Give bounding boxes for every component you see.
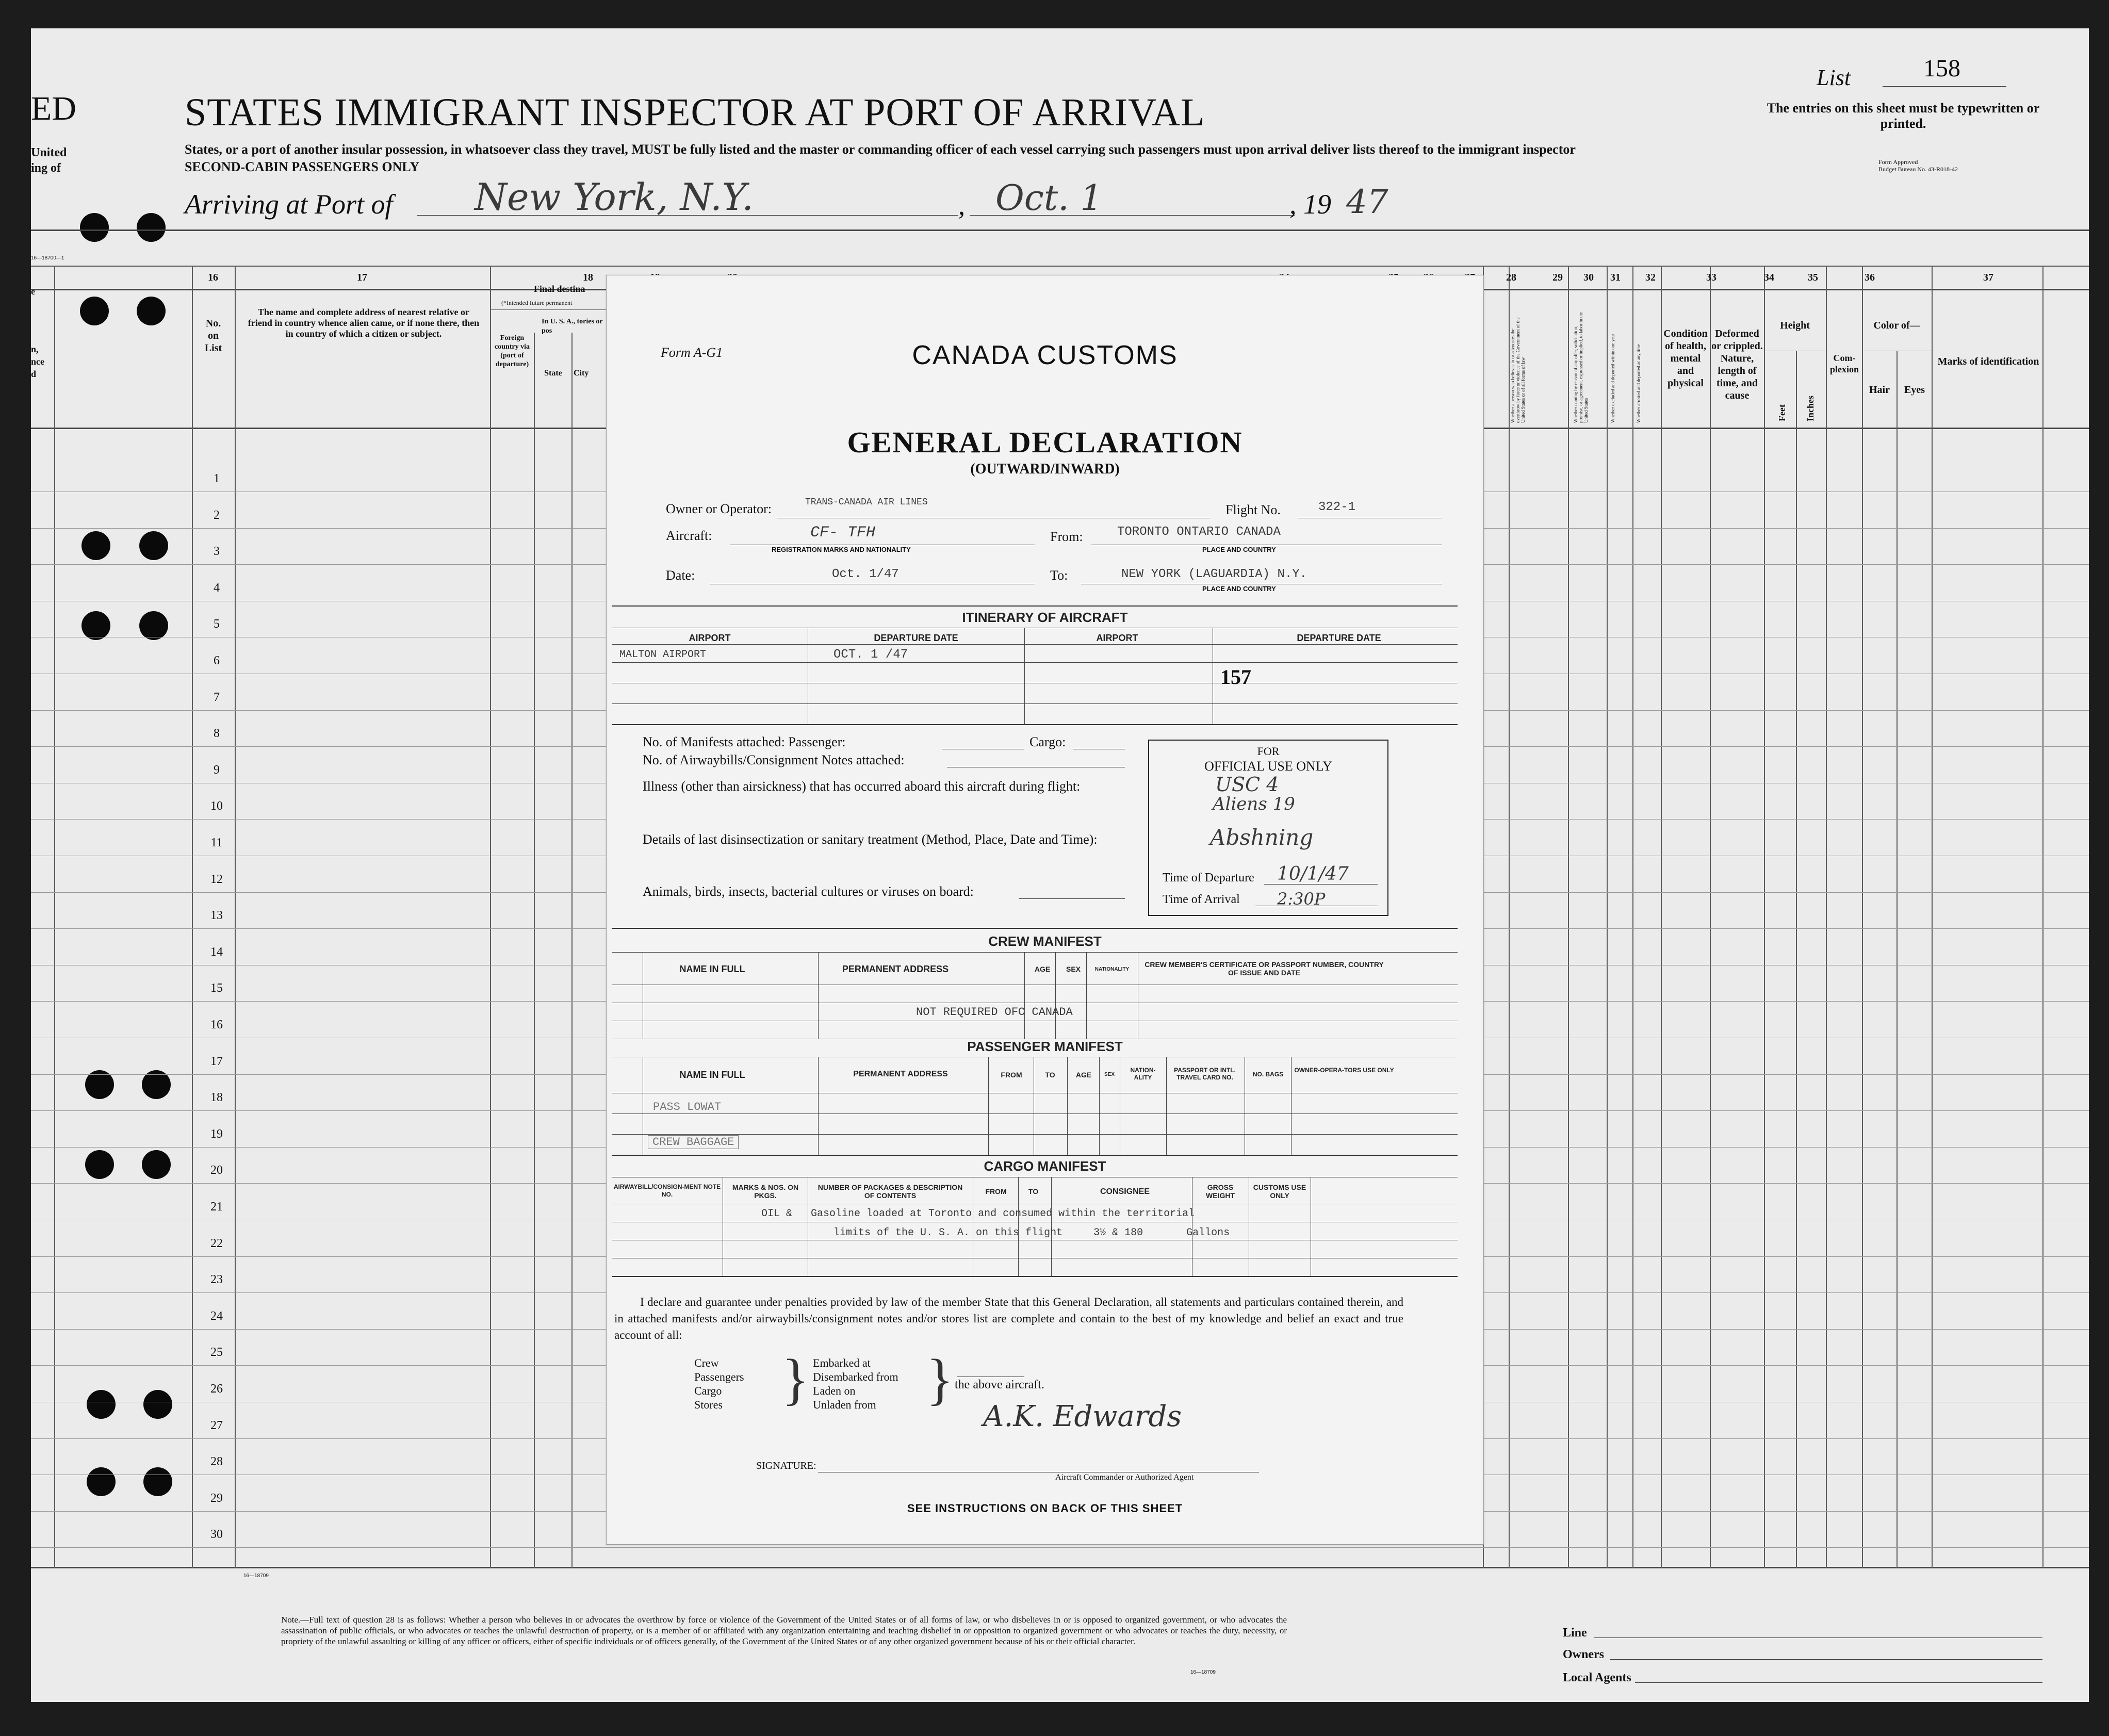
official-for: FOR	[1257, 745, 1280, 758]
passenger-col	[1166, 1057, 1167, 1155]
footer-print-code: 16—18709	[1190, 1669, 1216, 1675]
column-number: 34	[1764, 272, 1774, 283]
row-number: 8	[214, 727, 220, 741]
signature-handwriting: A.K. Edwards	[983, 1400, 1182, 1433]
itin-airport-value: MALTON AIRPORT	[619, 649, 707, 661]
cargo-col	[1051, 1177, 1052, 1276]
passenger-col	[1099, 1057, 1100, 1155]
itin-date-value: OCT. 1 /47	[833, 648, 908, 662]
itin-header-airport-2: AIRPORT	[1096, 633, 1138, 643]
grid-col-divider	[235, 266, 236, 1568]
punch-hole	[81, 531, 110, 560]
col-31: Whether arrested and deported at any time	[1636, 344, 1641, 423]
time-departure-label: Time of Departure	[1163, 871, 1254, 885]
row-number: 25	[210, 1346, 223, 1360]
grid-col-divider	[490, 266, 491, 1568]
cargo-header-to: TO	[1028, 1187, 1039, 1195]
cargo-header-packages: NUMBER OF PACKAGES & DESCRIPTION OF CONTENTS	[818, 1183, 963, 1200]
row-number: 26	[210, 1382, 223, 1396]
passenger-title: PASSENGER MANIFEST	[967, 1039, 1123, 1054]
owner-label: Owner or Operator:	[666, 501, 772, 516]
disinsect-line: Details of last disinsectization or sanitary treatment (Method, Place, Date and Time):	[643, 832, 1098, 847]
footer-owners-field	[1610, 1659, 2042, 1660]
illness-line: Illness (other than airsickness) that has occurred aboard this aircraft during flight:	[643, 779, 1081, 794]
left-col-fragment: n,	[31, 344, 39, 354]
time-arrival-value: 2:30P	[1277, 889, 1326, 909]
row-number: 6	[214, 654, 220, 667]
itin-header-departure-date-2: DEPARTURE DATE	[1297, 633, 1381, 643]
punch-hole	[139, 531, 168, 560]
itinerary-rule	[612, 644, 1458, 645]
arriving-port-value: New York, N.Y.	[475, 175, 754, 219]
crew-header-nationality: NATIONALITY	[1094, 967, 1130, 972]
passenger-row	[612, 1113, 1458, 1114]
itin-header-airport: AIRPORT	[689, 633, 731, 643]
pass-header-age: AGE	[1075, 1071, 1092, 1079]
left-fragment-text: ing of	[31, 161, 61, 175]
declaration-crew-item: Cargo	[694, 1384, 722, 1397]
declaration-crew-item: Crew	[694, 1356, 719, 1369]
punch-hole	[80, 213, 109, 242]
crew-col	[1055, 952, 1056, 1039]
instructions-note: SEE INSTRUCTIONS ON BACK OF THIS SHEET	[907, 1502, 1183, 1515]
punch-hole	[143, 1390, 172, 1419]
date-label: Date:	[666, 568, 695, 583]
column-number: 35	[1808, 272, 1818, 283]
cargo-count-label: Cargo:	[1029, 734, 1066, 749]
cargo-header-weight: GROSS WEIGHT	[1206, 1183, 1235, 1200]
arriving-comma: ,	[958, 191, 965, 221]
row-number: 29	[210, 1491, 223, 1505]
col-relative: The name and complete address of nearest relative or friend in country whence alien came, or if none there, then in country of which a citizen or subject.	[248, 307, 480, 339]
grid-col-divider	[192, 266, 193, 1568]
grid-col-divider	[1632, 266, 1633, 1568]
pass-header-address: PERMANENT ADDRESS	[853, 1070, 948, 1078]
row-number: 10	[210, 799, 223, 813]
column-number: 36	[1865, 272, 1875, 283]
declaration-embark-list	[813, 1356, 898, 1412]
cargo-title: CARGO MANIFEST	[984, 1158, 1106, 1174]
row-number: 11	[210, 836, 223, 849]
pass-header-sex: SEX	[1104, 1072, 1115, 1077]
list-label: List	[1817, 65, 1851, 90]
brace-left: }	[782, 1348, 809, 1411]
grid-col-divider	[1796, 351, 1797, 1568]
official-hand-3: Abshning	[1210, 825, 1314, 850]
declaration-embark-item: Disembarked from	[813, 1370, 898, 1383]
cargo-col	[1018, 1177, 1019, 1276]
col-state: State	[544, 369, 562, 378]
grid-bottom-rule	[31, 1567, 2089, 1568]
to-label: To:	[1050, 568, 1068, 583]
col-color-of: Color of—	[1873, 320, 1920, 331]
arriving-year-value: 47	[1346, 183, 1388, 221]
from-caption: PLACE AND COUNTRY	[1202, 546, 1276, 553]
animals-field	[1019, 898, 1125, 899]
footer-agents-label: Local Agents	[1563, 1671, 1631, 1684]
row-rule	[31, 1547, 2089, 1548]
official-hand-2: Aliens 19	[1213, 794, 1295, 814]
left-col-fragment: e	[31, 286, 35, 297]
passenger-row	[612, 1134, 1458, 1135]
declaration-crew-item: Stores	[694, 1398, 723, 1411]
page-title: STATES IMMIGRANT INSPECTOR AT PORT OF ARRIVAL	[185, 91, 1205, 134]
left-col-fragment: nce	[31, 356, 44, 367]
pass-header-from: FROM	[1001, 1071, 1022, 1079]
row-number: 2	[214, 508, 220, 522]
grid-col-divider	[1826, 266, 1827, 1568]
crew-header-age: AGE	[1034, 965, 1051, 973]
grid-col-divider	[2042, 266, 2043, 1568]
col-final-destination: Final destina	[534, 284, 585, 294]
column-number: 17	[357, 272, 367, 283]
col-28: Whether a person who believes in or advocates the overthrow by force or violence of the Government of the United States or of all forms of law	[1510, 317, 1526, 423]
cargo-header-customs: CUSTOMS USE ONLY	[1253, 1183, 1306, 1200]
pass-header-owner: OWNER-OPERA-TORS USE ONLY	[1294, 1067, 1394, 1074]
to-caption: PLACE AND COUNTRY	[1202, 585, 1276, 593]
crew-col	[1086, 952, 1087, 1039]
grid-col-divider	[1568, 266, 1569, 1568]
pass-header-name: NAME IN FULL	[679, 1070, 745, 1080]
declaration-embark-item: Unladen from	[813, 1398, 876, 1411]
cargo-row-2: limits of the U. S. A. on this flight 3½ & 180 Gallons	[833, 1227, 1230, 1239]
itinerary-row	[612, 724, 1458, 725]
aircraft-value: CF- TFH	[810, 524, 876, 542]
official-hand-1: USC 4	[1215, 773, 1279, 796]
official-title: OFFICIAL USE ONLY	[1204, 759, 1332, 774]
col-30: Whether excluded and deported within one year	[1610, 334, 1615, 423]
from-value: TORONTO ONTARIO CANADA	[1117, 525, 1281, 539]
row-number: 23	[210, 1273, 223, 1287]
column-number: 37	[1983, 272, 1993, 283]
punch-hole	[81, 611, 110, 640]
pass-row-1: PASS LOWAT	[653, 1101, 722, 1113]
col-complexion: Com-plexion	[1829, 353, 1859, 374]
grid-col-divider	[1509, 266, 1510, 1568]
col-city: City	[574, 369, 589, 378]
form-id: Form A-G1	[661, 345, 723, 360]
itinerary-title: ITINERARY OF AIRCRAFT	[962, 610, 1128, 625]
arriving-date-value: Oct. 1	[995, 178, 1103, 219]
row-number: 27	[210, 1418, 223, 1432]
passenger-col	[818, 1057, 819, 1155]
column-number: 28	[1506, 272, 1516, 283]
col-height: Height	[1780, 320, 1810, 331]
footer-line-label: Line	[1563, 1626, 1587, 1640]
row-number: 5	[214, 617, 220, 631]
declaration-title: GENERAL DECLARATION	[847, 425, 1243, 459]
manifest-sheet	[31, 28, 2089, 1702]
grid-col-divider	[1764, 266, 1765, 1568]
airwaybills-line: No. of Airwaybills/Consignment Notes attached:	[643, 752, 905, 767]
header-subrule	[490, 309, 606, 310]
row-number: 19	[210, 1127, 223, 1141]
col-marks: Marks of identification	[1937, 356, 2039, 367]
footer-line-field	[1594, 1637, 2042, 1638]
row-number: 17	[210, 1054, 223, 1068]
declaration-crew-item: Passengers	[694, 1370, 744, 1383]
time-arrival-label: Time of Arrival	[1163, 893, 1240, 906]
row-number: 18	[210, 1091, 223, 1105]
itinerary-row	[612, 703, 1458, 704]
col-inches: Inches	[1805, 395, 1816, 421]
column-number: 18	[583, 272, 593, 283]
row-number: 3	[214, 545, 220, 559]
row-number: 13	[210, 909, 223, 923]
pass-row-2: CREW BAGGAGE	[648, 1135, 739, 1149]
row-number: 21	[210, 1200, 223, 1214]
punch-hole	[143, 1467, 172, 1496]
column-number: 29	[1552, 272, 1563, 283]
pass-header-bags: NO. BAGS	[1252, 1071, 1284, 1078]
row-number: 7	[214, 690, 220, 704]
declaration-subtitle: (OUTWARD/INWARD)	[970, 461, 1120, 477]
manifests-line: No. of Manifests attached: Passenger:	[643, 734, 846, 749]
pass-header-nationality: NATION-ALITY	[1130, 1067, 1156, 1081]
grid-col-divider	[1607, 266, 1608, 1568]
pass-header-to: TO	[1045, 1071, 1055, 1079]
column-number: 16	[208, 272, 218, 283]
left-small-code: 16—18700—1	[31, 255, 64, 261]
punch-hole	[87, 1467, 116, 1496]
row-number: 22	[210, 1236, 223, 1250]
column-number: 30	[1583, 272, 1594, 283]
left-fragment-heading: ED	[31, 90, 76, 127]
col-foreign-country: Foreign country via (port of departure)	[494, 334, 530, 368]
grid-col-divider	[54, 266, 55, 1568]
punch-hole	[80, 297, 109, 325]
row-number: 15	[210, 981, 223, 995]
punch-hole	[142, 1150, 171, 1179]
itinerary-top-rule	[612, 605, 1458, 607]
grid-col-divider	[1932, 266, 1933, 1568]
from-label: From:	[1050, 529, 1083, 544]
itin-header-departure-date: DEPARTURE DATE	[874, 633, 958, 643]
crew-rule	[612, 952, 1458, 953]
row-number: 1	[214, 472, 220, 485]
header-subtitle: States, or a port of another insular possession, in whatsoever class they travel, MUST be fully listed and the master or commanding officer of each vessel carrying such passengers must upon arrival deliver lists thereof to the immigrant inspector	[185, 142, 1576, 157]
col-condition: Condition of health, mental and physical	[1663, 328, 1708, 389]
declaration-crew-list	[694, 1356, 744, 1412]
row-number: 28	[210, 1455, 223, 1469]
signature-caption: Aircraft Commander or Authorized Agent	[1055, 1473, 1194, 1482]
crew-col	[818, 952, 819, 1039]
cargo-row-1: OIL & Gasoline loaded at Toronto and consumed within the territorial	[761, 1208, 1195, 1220]
list-underline	[1883, 86, 2006, 87]
col-in-usa: In U. S. A., tories or pos	[542, 318, 603, 335]
column-number: 33	[1706, 272, 1716, 283]
passenger-col	[1067, 1057, 1068, 1155]
list-number: 158	[1923, 55, 1960, 82]
to-value: NEW YORK (LAGUARDIA) N.Y.	[1121, 567, 1307, 581]
brace-right: }	[926, 1348, 954, 1411]
animals-line: Animals, birds, insects, bacterial cultures or viruses on board:	[643, 884, 974, 899]
row-number: 12	[210, 872, 223, 886]
arriving-year-prefix: , 19	[1289, 189, 1331, 220]
row-number: 30	[210, 1528, 223, 1542]
footer-agents-field	[1635, 1682, 2042, 1683]
general-declaration-form	[606, 275, 1484, 1545]
punch-hole	[139, 611, 168, 640]
row-number: 14	[210, 945, 223, 959]
cargo-header-marks: MARKS & NOS. ON PKGS.	[732, 1183, 799, 1200]
column-number: 32	[1645, 272, 1656, 283]
left-col-fragment: d	[31, 369, 37, 379]
pass-header-passport: PASSPORT OR INTL. TRAVEL CARD NO.	[1174, 1067, 1236, 1081]
flight-value: 322-1	[1318, 500, 1356, 514]
crew-title: CREW MANIFEST	[988, 933, 1102, 949]
header-rule	[31, 230, 2089, 231]
agency-title: CANADA CUSTOMS	[912, 340, 1178, 370]
crew-header-address: PERMANENT ADDRESS	[842, 964, 949, 974]
declaration-text: I declare and guarantee under penalties provided by law of the member State that this General Declaration, all statements and particulars contained therein, and in attached manifests and/or airwaybills/consignment notes and/or stores list are complete and contain to the best of my knowledge and belief an exact and true account of all:	[614, 1296, 1403, 1341]
itinerary-col	[1024, 628, 1025, 724]
stamp-number: 157	[1220, 665, 1251, 689]
above-aircraft: the above aircraft.	[955, 1378, 1044, 1391]
crew-note: NOT REQUIRED OFC CANADA	[916, 1006, 1073, 1019]
declaration-embark-item: Laden on	[813, 1384, 856, 1397]
col-hair: Hair	[1869, 384, 1890, 396]
row-number: 4	[214, 581, 220, 595]
col-feet: Feet	[1777, 404, 1787, 421]
col-29: Whether coming by reason of any offer, solicitation, promise, or agreement, expressed or implied, to labor in the United States	[1573, 312, 1589, 423]
grid-col-divider	[1661, 266, 1662, 1568]
aircraft-label: Aircraft:	[666, 528, 712, 543]
grid-col-divider	[1862, 266, 1863, 1568]
punch-hole	[87, 1390, 116, 1419]
header-subtitle-2: SECOND-CABIN PASSENGERS ONLY	[185, 159, 420, 174]
owner-value: TRANS-CANADA AIR LINES	[805, 497, 928, 507]
footer-owners-label: Owners	[1563, 1648, 1604, 1661]
passenger-row	[612, 1155, 1458, 1156]
declaration-embark-item: Embarked at	[813, 1356, 871, 1369]
footer-note: Note.—Full text of question 28 is as follows: Whether a person who believes in or advocates the overthrow by force or violence of the Government of the United States or of all forms of law, or who disbelieves in or is opposed to organized government, or who advocates the assassination of public officials, or who advocates or teaches the unlawful destruction of property, or is a member of or affiliated with any organization entertaining and teaching disbelief in or opposition to organized government or who advocates or teaches the duty, necessity, or propriety of the unlawful assaulting or killing of any officer or officers, either of specific individuals or of officers generally, of the Government of the United States or of any other organized government because of his or their official character.	[281, 1615, 1287, 1646]
cargo-row	[612, 1276, 1458, 1277]
punch-hole	[85, 1150, 114, 1179]
column-number-rule	[31, 266, 2089, 267]
row-number: 9	[214, 763, 220, 777]
signature-label: SIGNATURE:	[756, 1460, 816, 1471]
grid-col-divider	[534, 333, 535, 1568]
row-number: 16	[210, 1018, 223, 1031]
date-value: Oct. 1/47	[832, 567, 899, 581]
cargo-header-from: FROM	[985, 1187, 1007, 1195]
grid-bottom-code: 16—18709	[243, 1573, 269, 1579]
grid-col-divider	[1710, 266, 1711, 1568]
row-number: 24	[210, 1309, 223, 1323]
punch-hole	[137, 297, 166, 325]
col-eyes: Eyes	[1904, 384, 1925, 396]
col-final-destination-sub: (*Intended future permanent	[501, 299, 573, 306]
column-number: 31	[1610, 272, 1621, 283]
form-approved: Form Approved Budget Bureau No. 43-R018-42	[1878, 158, 1958, 173]
cargo-header-consignee: CONSIGNEE	[1100, 1187, 1150, 1196]
time-departure-value: 10/1/47	[1277, 863, 1349, 885]
itinerary-row	[612, 662, 1458, 663]
crew-header-sex: SEX	[1066, 965, 1081, 973]
grid-col-divider	[571, 333, 573, 1568]
cargo-header-airwaybill: AIRWAYBILL/CONSIGN-MENT NOTE NO.	[613, 1183, 721, 1198]
passenger-col	[988, 1057, 989, 1155]
crew-top-rule	[612, 928, 1458, 929]
punch-hole	[137, 213, 166, 242]
flight-label: Flight No.	[1225, 502, 1281, 517]
grid-col-divider	[1897, 351, 1898, 1568]
crew-col	[1024, 952, 1025, 1039]
crew-header-name: NAME IN FULL	[679, 964, 745, 974]
crew-header-certificate: CREW MEMBER'S CERTIFICATE OR PASSPORT NUMBER, COUNTRY OF ISSUE AND DATE	[1145, 960, 1384, 977]
aircraft-caption: REGISTRATION MARKS AND NATIONALITY	[772, 546, 911, 553]
header-note: The entries on this sheet must be typewritten or printed.	[1767, 101, 2040, 131]
col-no-on-list: No. on List	[204, 318, 222, 354]
left-fragment-text: United	[31, 146, 67, 159]
arriving-label: Arriving at Port of	[185, 189, 393, 220]
col-deformed: Deformed or crippled. Nature, length of time, and cause	[1711, 328, 1763, 401]
row-number: 20	[210, 1164, 223, 1177]
